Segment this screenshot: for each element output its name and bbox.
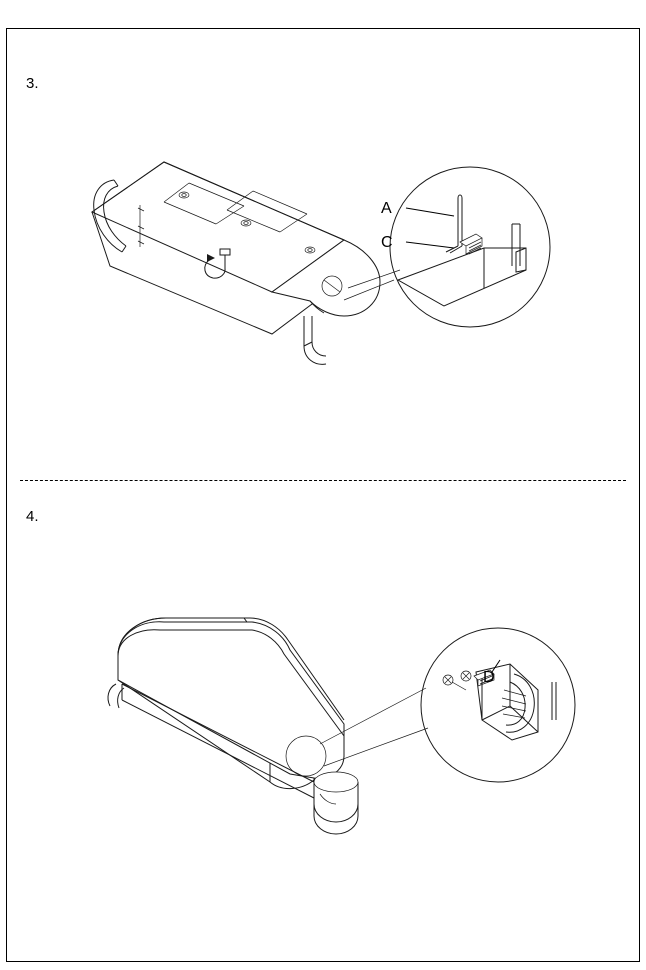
- callout-label-c: C: [381, 234, 393, 251]
- callout-label-a: A: [381, 200, 392, 217]
- step-4-figure: [14, 560, 624, 870]
- screw-illustration-2: [461, 671, 471, 681]
- step-3-figure: [14, 120, 624, 400]
- bench-assembled-illustration: [108, 618, 358, 834]
- step-4-detail-circle: [320, 628, 575, 782]
- bench-frame-illustration: [92, 162, 380, 364]
- section-divider: [20, 480, 626, 481]
- step-3-number: 3.: [26, 75, 39, 92]
- step-4-number: 4.: [26, 508, 39, 525]
- callout-label-d: D: [483, 669, 495, 686]
